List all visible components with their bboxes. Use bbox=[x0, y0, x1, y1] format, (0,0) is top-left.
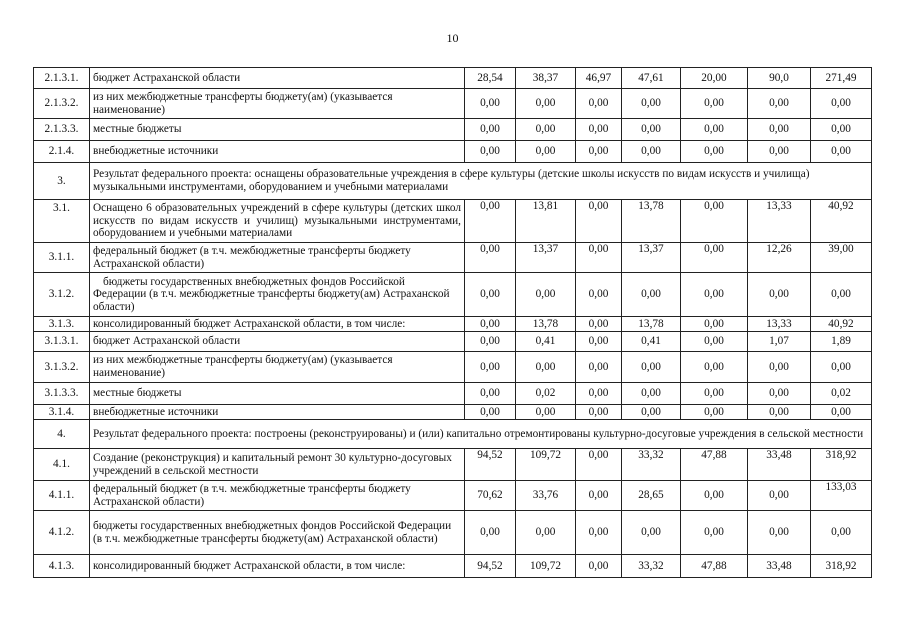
value-cell: 33,76 bbox=[516, 481, 576, 511]
value-cell: 0,00 bbox=[516, 511, 576, 555]
row-code: 3.1.3. bbox=[34, 317, 90, 332]
value-cell: 38,37 bbox=[516, 68, 576, 89]
row-name: Создание (реконструкция) и капитальный ремонт 30 культурно-досуговых учреждений в сельской местности bbox=[90, 449, 465, 481]
value-cell: 28,54 bbox=[465, 68, 516, 89]
value-cell: 13,78 bbox=[622, 200, 681, 243]
value-cell: 0,00 bbox=[748, 273, 811, 317]
value-cell: 0,00 bbox=[622, 352, 681, 383]
value-cell: 0,00 bbox=[622, 89, 681, 119]
value-cell: 33,48 bbox=[748, 449, 811, 481]
value-cell: 0,00 bbox=[622, 119, 681, 141]
value-cell: 0,00 bbox=[681, 141, 748, 163]
value-cell: 0,00 bbox=[576, 317, 622, 332]
table-row bbox=[34, 352, 872, 383]
value-cell: 0,00 bbox=[622, 273, 681, 317]
value-cell: 0,00 bbox=[748, 352, 811, 383]
table-row bbox=[34, 243, 872, 273]
section-title: Результат федерального проекта: построены (реконструированы) и (или) капитально отремонтированы культурно-досуговые учреждения в сельской местности bbox=[90, 420, 872, 449]
row-code: 3.1.3.2. bbox=[34, 352, 90, 383]
value-cell: 0,00 bbox=[576, 243, 622, 273]
row-name: федеральный бюджет (в т.ч. межбюджетные трансферты бюджету Астраханской области) bbox=[90, 243, 465, 273]
table-row bbox=[34, 511, 872, 555]
row-name: бюджет Астраханской области bbox=[90, 332, 465, 352]
value-cell: 318,92 bbox=[811, 555, 872, 578]
value-cell: 0,00 bbox=[516, 141, 576, 163]
table-row bbox=[34, 332, 872, 352]
value-cell: 0,00 bbox=[576, 511, 622, 555]
value-cell: 109,72 bbox=[516, 449, 576, 481]
value-cell: 0,00 bbox=[576, 89, 622, 119]
row-code: 3.1.3.1. bbox=[34, 332, 90, 352]
row-name: бюджет Астраханской области bbox=[90, 68, 465, 89]
value-cell: 0,00 bbox=[465, 243, 516, 273]
value-cell: 0,00 bbox=[465, 352, 516, 383]
table-row bbox=[34, 68, 872, 89]
row-code: 4.1.1. bbox=[34, 481, 90, 511]
value-cell: 1,07 bbox=[748, 332, 811, 352]
value-cell: 47,61 bbox=[622, 68, 681, 89]
row-code: 4. bbox=[34, 420, 90, 449]
value-cell: 0,00 bbox=[465, 200, 516, 243]
row-code: 3.1.1. bbox=[34, 243, 90, 273]
value-cell: 0,00 bbox=[748, 383, 811, 405]
row-code: 3. bbox=[34, 163, 90, 200]
value-cell: 0,00 bbox=[681, 200, 748, 243]
value-cell: 0,00 bbox=[576, 141, 622, 163]
value-cell: 0,00 bbox=[748, 141, 811, 163]
value-cell: 70,62 bbox=[465, 481, 516, 511]
value-cell: 0,00 bbox=[681, 243, 748, 273]
value-cell: 0,00 bbox=[748, 119, 811, 141]
value-cell: 0,00 bbox=[465, 273, 516, 317]
value-cell: 0,00 bbox=[516, 273, 576, 317]
value-cell: 0,00 bbox=[811, 352, 872, 383]
value-cell: 0,00 bbox=[681, 119, 748, 141]
value-cell: 0,00 bbox=[811, 273, 872, 317]
value-cell: 318,92 bbox=[811, 449, 872, 481]
value-cell: 1,89 bbox=[811, 332, 872, 352]
value-cell: 0,00 bbox=[516, 352, 576, 383]
table-row bbox=[34, 481, 872, 511]
value-cell: 0,00 bbox=[576, 352, 622, 383]
value-cell: 109,72 bbox=[516, 555, 576, 578]
value-cell: 0,02 bbox=[811, 383, 872, 405]
table-row bbox=[34, 555, 872, 578]
row-code: 4.1.3. bbox=[34, 555, 90, 578]
value-cell: 0,00 bbox=[622, 383, 681, 405]
value-cell: 0,00 bbox=[811, 141, 872, 163]
row-name: местные бюджеты bbox=[90, 119, 465, 141]
value-cell: 12,26 bbox=[748, 243, 811, 273]
value-cell: 13,78 bbox=[622, 317, 681, 332]
table-row bbox=[34, 89, 872, 119]
value-cell: 13,78 bbox=[516, 317, 576, 332]
value-cell: 133,03 bbox=[811, 481, 872, 511]
row-name: консолидированный бюджет Астраханской области, в том числе: bbox=[90, 555, 465, 578]
value-cell: 0,00 bbox=[576, 332, 622, 352]
table-row bbox=[34, 119, 872, 141]
row-name: консолидированный бюджет Астраханской области, в том числе: bbox=[90, 317, 465, 332]
table-row bbox=[34, 405, 872, 420]
value-cell: 0,00 bbox=[681, 405, 748, 420]
value-cell: 94,52 bbox=[465, 449, 516, 481]
row-name: внебюджетные источники bbox=[90, 405, 465, 420]
value-cell: 0,00 bbox=[681, 317, 748, 332]
table-row bbox=[34, 449, 872, 481]
table-row bbox=[34, 383, 872, 405]
row-name: внебюджетные источники bbox=[90, 141, 465, 163]
value-cell: 0,00 bbox=[465, 89, 516, 119]
value-cell: 0,02 bbox=[516, 383, 576, 405]
value-cell: 0,00 bbox=[516, 119, 576, 141]
value-cell: 0,00 bbox=[576, 273, 622, 317]
value-cell: 39,00 bbox=[811, 243, 872, 273]
row-code: 2.1.3.1. bbox=[34, 68, 90, 89]
row-code: 4.1. bbox=[34, 449, 90, 481]
row-code: 3.1.2. bbox=[34, 273, 90, 317]
value-cell: 0,00 bbox=[748, 89, 811, 119]
value-cell: 0,00 bbox=[465, 511, 516, 555]
value-cell: 0,00 bbox=[681, 332, 748, 352]
value-cell: 46,97 bbox=[576, 68, 622, 89]
row-name: федеральный бюджет (в т.ч. межбюджетные трансферты бюджету Астраханской области) bbox=[90, 481, 465, 511]
value-cell: 0,00 bbox=[622, 141, 681, 163]
section-title: Результат федерального проекта: оснащены образовательные учреждения в сфере культуры (детские школы искусств по видам искусств и училища) музыкальными инструментами, оборудованием и учебными материалами bbox=[90, 163, 872, 200]
row-code: 3.1.3.3. bbox=[34, 383, 90, 405]
value-cell: 33,48 bbox=[748, 555, 811, 578]
value-cell: 94,52 bbox=[465, 555, 516, 578]
value-cell: 0,00 bbox=[576, 383, 622, 405]
value-cell: 47,88 bbox=[681, 449, 748, 481]
value-cell: 0,00 bbox=[811, 119, 872, 141]
value-cell: 0,00 bbox=[811, 405, 872, 420]
value-cell: 13,33 bbox=[748, 200, 811, 243]
value-cell: 271,49 bbox=[811, 68, 872, 89]
value-cell: 90,0 bbox=[748, 68, 811, 89]
value-cell: 0,00 bbox=[576, 119, 622, 141]
value-cell: 0,00 bbox=[622, 405, 681, 420]
row-code: 4.1.2. bbox=[34, 511, 90, 555]
value-cell: 0,00 bbox=[465, 317, 516, 332]
value-cell: 0,00 bbox=[576, 200, 622, 243]
value-cell: 0,41 bbox=[622, 332, 681, 352]
row-name: местные бюджеты bbox=[90, 383, 465, 405]
value-cell: 0,00 bbox=[622, 511, 681, 555]
page-number: 10 bbox=[446, 31, 459, 45]
value-cell: 0,00 bbox=[748, 511, 811, 555]
value-cell: 13,37 bbox=[622, 243, 681, 273]
value-cell: 13,33 bbox=[748, 317, 811, 332]
value-cell: 28,65 bbox=[622, 481, 681, 511]
row-code: 2.1.4. bbox=[34, 141, 90, 163]
value-cell: 0,00 bbox=[576, 449, 622, 481]
row-code: 2.1.3.2. bbox=[34, 89, 90, 119]
row-name: из них межбюджетные трансферты бюджету(ам) (указывается наименование) bbox=[90, 352, 465, 383]
value-cell: 0,00 bbox=[465, 405, 516, 420]
value-cell: 40,92 bbox=[811, 317, 872, 332]
value-cell: 0,00 bbox=[681, 352, 748, 383]
value-cell: 0,00 bbox=[681, 481, 748, 511]
value-cell: 0,00 bbox=[465, 141, 516, 163]
value-cell: 13,37 bbox=[516, 243, 576, 273]
value-cell: 0,00 bbox=[465, 332, 516, 352]
row-code: 3.1. bbox=[34, 200, 90, 243]
row-code: 3.1.4. bbox=[34, 405, 90, 420]
value-cell: 0,00 bbox=[681, 273, 748, 317]
budget-table bbox=[33, 67, 872, 578]
value-cell: 0,00 bbox=[748, 405, 811, 420]
row-name: бюджеты государственных внебюджетных фондов Российской Федерации (в т.ч. межбюджетные трансферты бюджету(ам) Астраханской области) bbox=[90, 511, 465, 555]
value-cell: 0,00 bbox=[811, 511, 872, 555]
value-cell: 0,41 bbox=[516, 332, 576, 352]
value-cell: 0,00 bbox=[811, 89, 872, 119]
row-name: из них межбюджетные трансферты бюджету(ам) (указывается наименование) bbox=[90, 89, 465, 119]
value-cell: 0,00 bbox=[681, 89, 748, 119]
value-cell: 47,88 bbox=[681, 555, 748, 578]
value-cell: 0,00 bbox=[465, 383, 516, 405]
value-cell: 0,00 bbox=[576, 405, 622, 420]
value-cell: 0,00 bbox=[465, 119, 516, 141]
section-header-row bbox=[34, 163, 872, 200]
table-row bbox=[34, 200, 872, 243]
row-name: бюджеты государственных внебюджетных фондов Российской Федерации (в т.ч. межбюджетные трансферты бюджету(ам) Астраханской области) bbox=[90, 273, 465, 317]
table-row bbox=[34, 317, 872, 332]
value-cell: 0,00 bbox=[516, 89, 576, 119]
section-header-row bbox=[34, 420, 872, 449]
value-cell: 13,81 bbox=[516, 200, 576, 243]
value-cell: 0,00 bbox=[576, 481, 622, 511]
value-cell: 0,00 bbox=[576, 555, 622, 578]
table-row bbox=[34, 273, 872, 317]
row-name: Оснащено 6 образовательных учреждений в сфере культуры (детских школ искусств по видам искусств и училищ) музыкальными инструментами, оборудованием и учебными материалами bbox=[90, 200, 465, 243]
value-cell: 0,00 bbox=[681, 511, 748, 555]
row-code: 2.1.3.3. bbox=[34, 119, 90, 141]
value-cell: 0,00 bbox=[681, 383, 748, 405]
value-cell: 33,32 bbox=[622, 555, 681, 578]
value-cell: 33,32 bbox=[622, 449, 681, 481]
value-cell: 40,92 bbox=[811, 200, 872, 243]
value-cell: 0,00 bbox=[516, 405, 576, 420]
value-cell: 0,00 bbox=[748, 481, 811, 511]
value-cell: 20,00 bbox=[681, 68, 748, 89]
table-row bbox=[34, 141, 872, 163]
